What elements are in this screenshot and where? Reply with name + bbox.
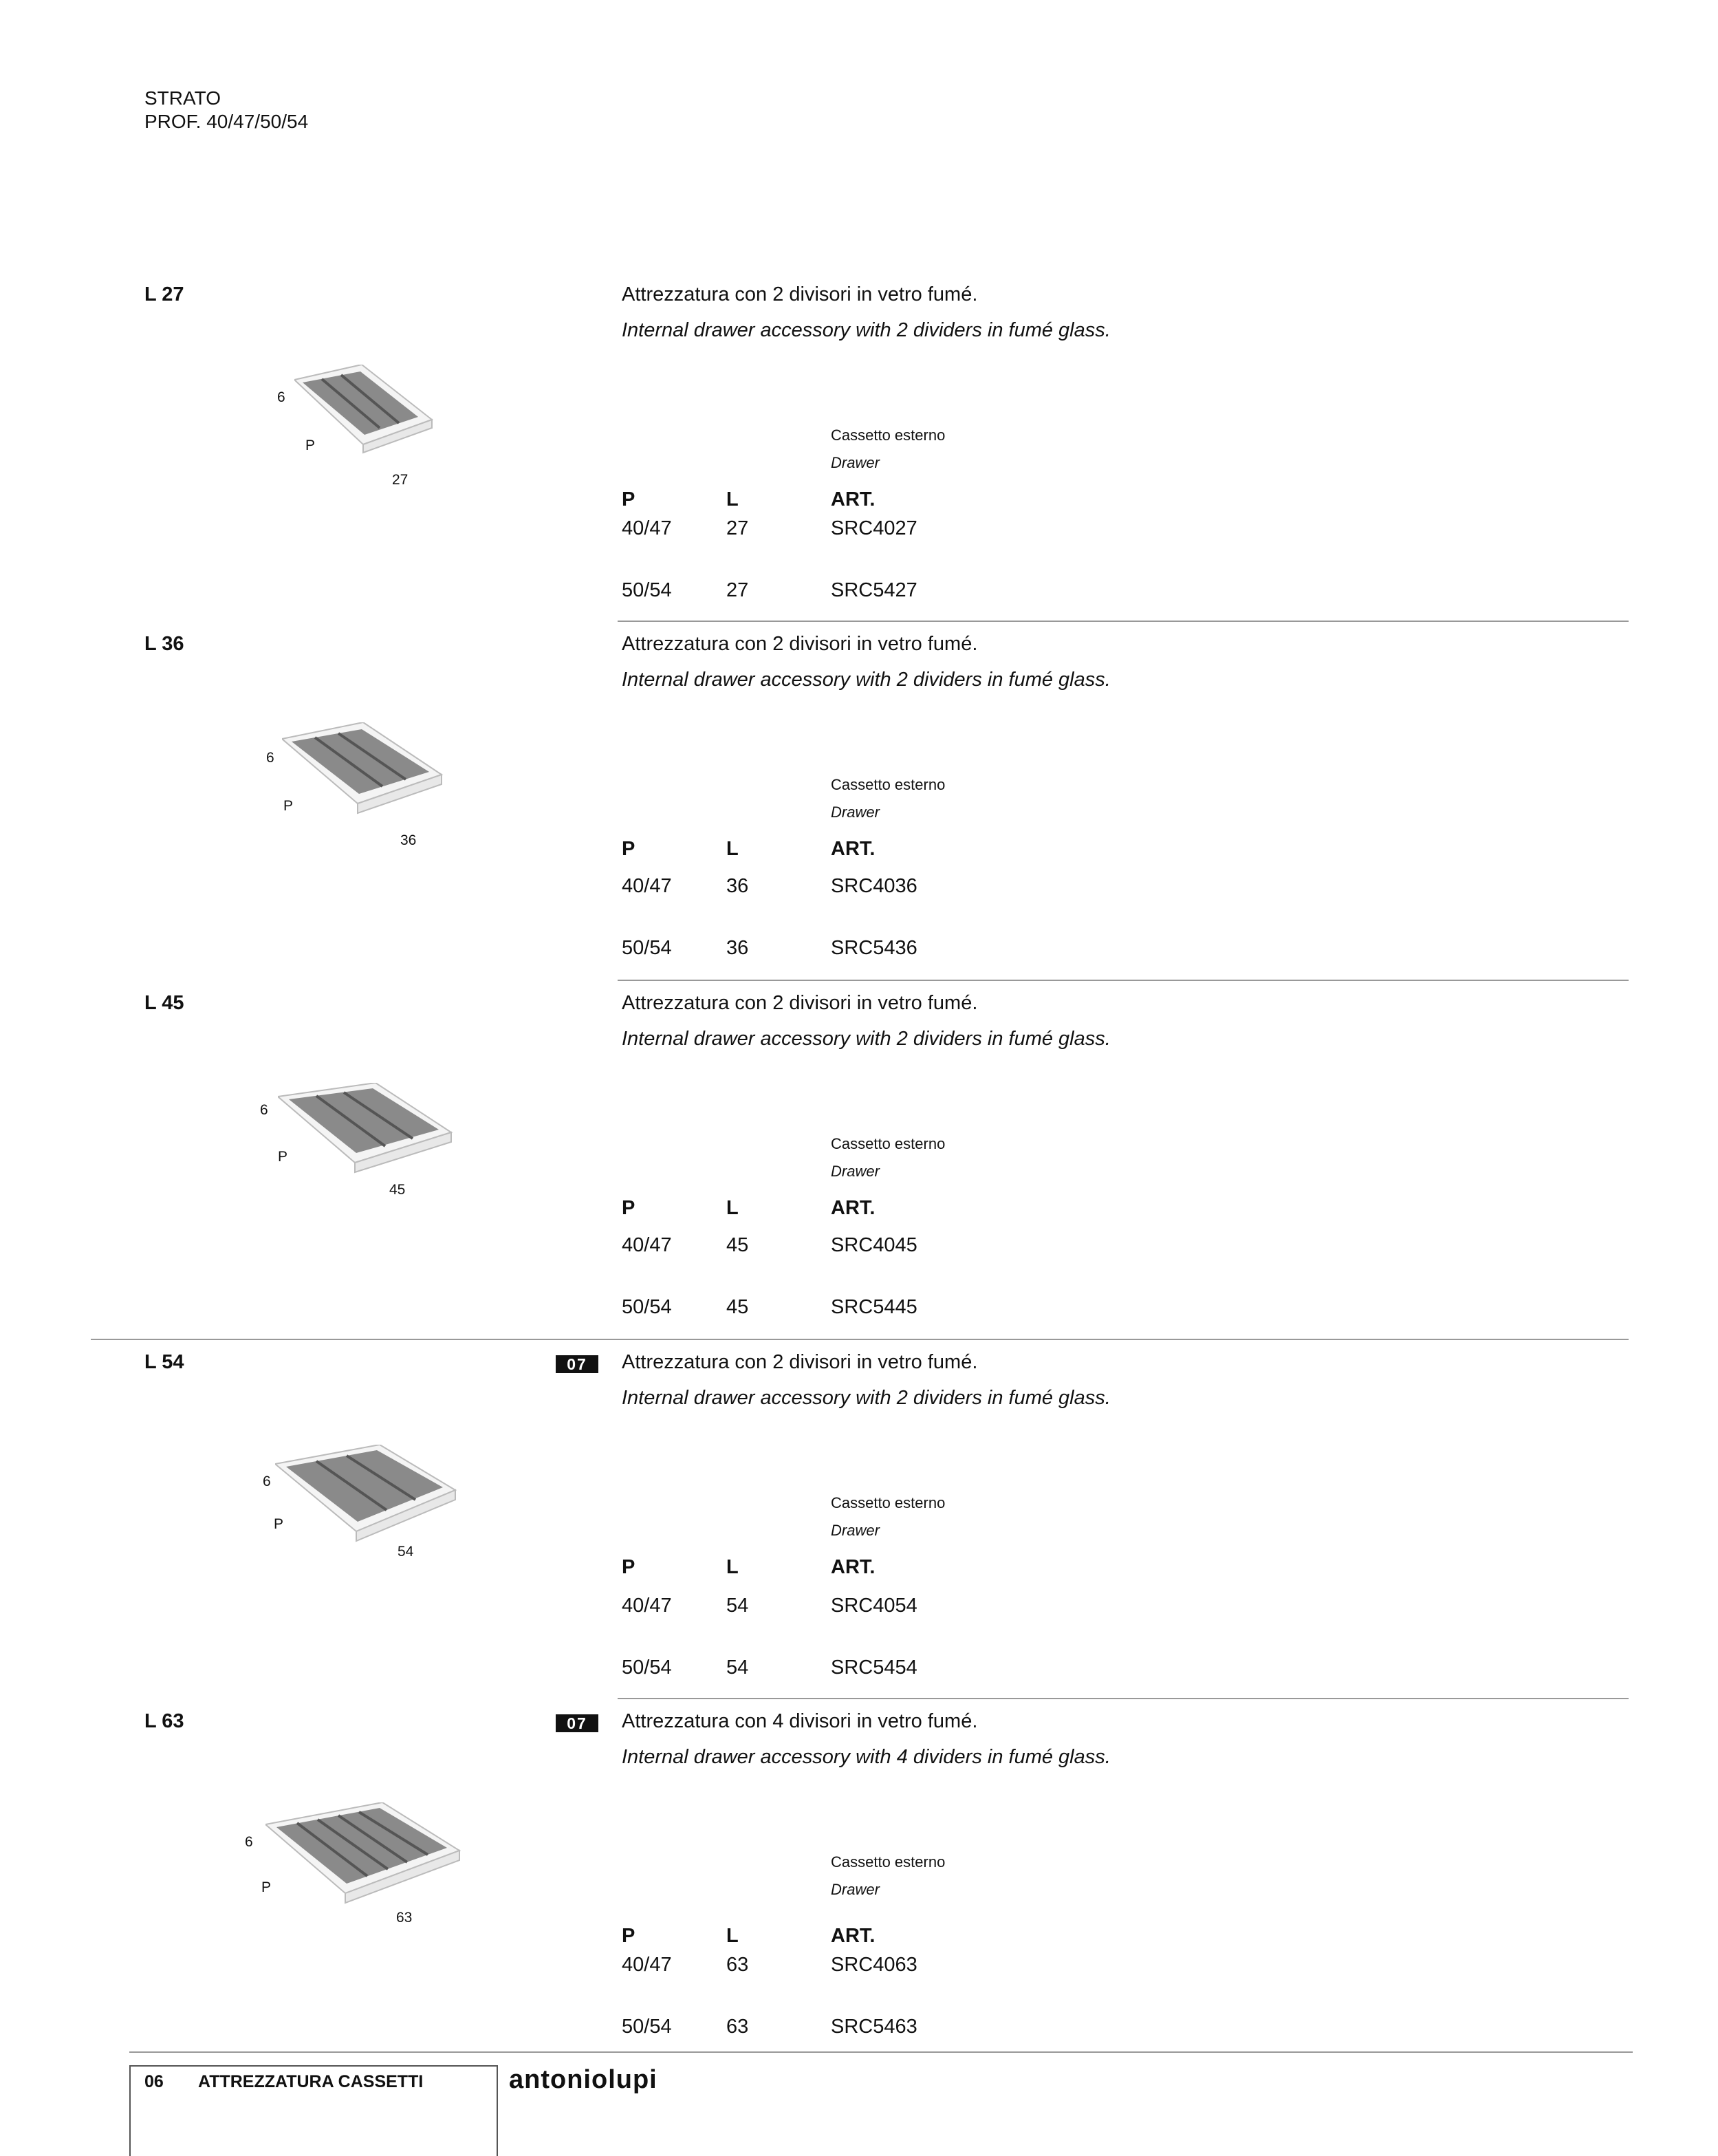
row-l: 54 (726, 1595, 749, 1617)
row-p: 40/47 (622, 1234, 672, 1256)
row-l: 27 (726, 517, 749, 539)
description-en: Internal drawer accessory with 2 dividers in fumé glass. (622, 669, 1111, 691)
drawer-type-en: Drawer (831, 1881, 880, 1898)
col-header-l: L (726, 1556, 739, 1578)
row-l: 54 (726, 1657, 749, 1679)
row-art: SRC4063 (831, 1954, 917, 1976)
section-label: L 36 (144, 633, 184, 655)
dim-width: 36 (400, 832, 417, 848)
drawer-drawing (278, 1083, 457, 1186)
dim-height: 6 (277, 389, 285, 405)
footer-title: ATTREZZATURA CASSETTI (198, 2072, 424, 2091)
description-en: Internal drawer accessory with 2 dividers in fumé glass. (622, 319, 1111, 341)
product-section (0, 1710, 1718, 2069)
page-number: 06 (144, 2072, 164, 2091)
drawer-illustration (265, 1802, 465, 1916)
dim-depth: P (261, 1879, 272, 1895)
row-l: 36 (726, 937, 749, 959)
col-header-p: P (622, 1197, 635, 1219)
drawer-type-it: Cassetto esterno (831, 1135, 946, 1152)
dim-height: 6 (263, 1474, 271, 1489)
row-art: SRC4045 (831, 1234, 917, 1256)
col-header-p: P (622, 1925, 635, 1947)
drawer-illustration (278, 1083, 457, 1189)
header-title: STRATO (144, 87, 221, 109)
dim-depth: P (283, 798, 294, 814)
drawer-illustration (294, 365, 446, 457)
drawer-drawing (265, 1802, 465, 1912)
page-badge: 07 (556, 1714, 598, 1732)
row-art: SRC4036 (831, 875, 917, 897)
section-divider (618, 621, 1629, 622)
drawer-type-en: Drawer (831, 1522, 880, 1539)
section-divider (618, 980, 1629, 981)
product-section (0, 992, 1718, 1351)
row-art: SRC5463 (831, 2016, 917, 2038)
drawer-type-it: Cassetto esterno (831, 1853, 946, 1871)
product-section (0, 283, 1718, 643)
product-section (0, 633, 1718, 992)
col-header-l: L (726, 488, 739, 510)
description-it: Attrezzatura con 2 divisori in vetro fumé. (622, 1351, 978, 1373)
row-art: SRC5454 (831, 1657, 917, 1679)
row-art: SRC5436 (831, 937, 917, 959)
description-en: Internal drawer accessory with 2 dividers in fumé glass. (622, 1387, 1111, 1409)
dim-height: 6 (260, 1102, 268, 1118)
section-divider (91, 1339, 1629, 1340)
dim-width: 63 (396, 1910, 413, 1926)
col-header-l: L (726, 1925, 739, 1947)
description-it: Attrezzatura con 4 divisori in vetro fumé. (622, 1710, 978, 1732)
dim-depth: P (305, 438, 316, 453)
row-l: 45 (726, 1296, 749, 1318)
footer-divider (129, 2051, 1633, 2053)
product-section (0, 1351, 1718, 1710)
row-art: SRC5427 (831, 579, 917, 601)
col-header-p: P (622, 838, 635, 860)
col-header-l: L (726, 1197, 739, 1219)
description-it: Attrezzatura con 2 divisori in vetro fumé. (622, 633, 978, 655)
row-p: 50/54 (622, 937, 672, 959)
col-header-art: ART. (831, 1197, 876, 1219)
drawer-type-it: Cassetto esterno (831, 1494, 946, 1511)
row-p: 40/47 (622, 517, 672, 539)
drawer-type-it: Cassetto esterno (831, 776, 946, 793)
col-header-art: ART. (831, 488, 876, 510)
drawer-type-en: Drawer (831, 804, 880, 821)
section-divider (618, 1698, 1629, 1699)
drawer-drawing (275, 1445, 461, 1555)
dim-width: 27 (392, 472, 409, 488)
drawer-illustration (282, 722, 447, 829)
section-label: L 27 (144, 283, 184, 305)
row-p: 50/54 (622, 2016, 672, 2038)
header-subtitle: PROF. 40/47/50/54 (144, 111, 309, 132)
row-art: SRC4054 (831, 1595, 917, 1617)
row-p: 50/54 (622, 1296, 672, 1318)
description-it: Attrezzatura con 2 divisori in vetro fumé. (622, 992, 978, 1014)
drawer-illustration (275, 1445, 461, 1558)
col-header-art: ART. (831, 1925, 876, 1947)
row-art: SRC5445 (831, 1296, 917, 1318)
brand-logo: antoniolupi (509, 2065, 657, 2094)
drawer-type-it: Cassetto esterno (831, 427, 946, 444)
col-header-p: P (622, 488, 635, 510)
dim-width: 54 (398, 1544, 414, 1560)
dim-height: 6 (245, 1834, 253, 1850)
page-badge: 07 (556, 1355, 598, 1373)
section-label: L 54 (144, 1351, 184, 1373)
row-art: SRC4027 (831, 517, 917, 539)
drawer-drawing (282, 722, 447, 826)
col-header-l: L (726, 838, 739, 860)
row-p: 50/54 (622, 1657, 672, 1679)
row-l: 63 (726, 1954, 749, 1976)
row-l: 45 (726, 1234, 749, 1256)
dim-depth: P (274, 1516, 284, 1532)
row-p: 50/54 (622, 579, 672, 601)
dim-height: 6 (266, 750, 274, 766)
col-header-art: ART. (831, 838, 876, 860)
description-it: Attrezzatura con 2 divisori in vetro fumé. (622, 283, 978, 305)
row-l: 36 (726, 875, 749, 897)
drawer-drawing (294, 365, 446, 454)
dim-width: 45 (389, 1182, 406, 1198)
row-l: 27 (726, 579, 749, 601)
col-header-p: P (622, 1556, 635, 1578)
description-en: Internal drawer accessory with 4 dividers in fumé glass. (622, 1746, 1111, 1768)
row-p: 40/47 (622, 1954, 672, 1976)
row-l: 63 (726, 2016, 749, 2038)
dim-depth: P (278, 1149, 288, 1165)
description-en: Internal drawer accessory with 2 dividers in fumé glass. (622, 1028, 1111, 1050)
row-p: 40/47 (622, 875, 672, 897)
drawer-type-en: Drawer (831, 1163, 880, 1180)
col-header-art: ART. (831, 1556, 876, 1578)
section-label: L 63 (144, 1710, 184, 1732)
row-p: 40/47 (622, 1595, 672, 1617)
drawer-type-en: Drawer (831, 454, 880, 471)
section-label: L 45 (144, 992, 184, 1014)
